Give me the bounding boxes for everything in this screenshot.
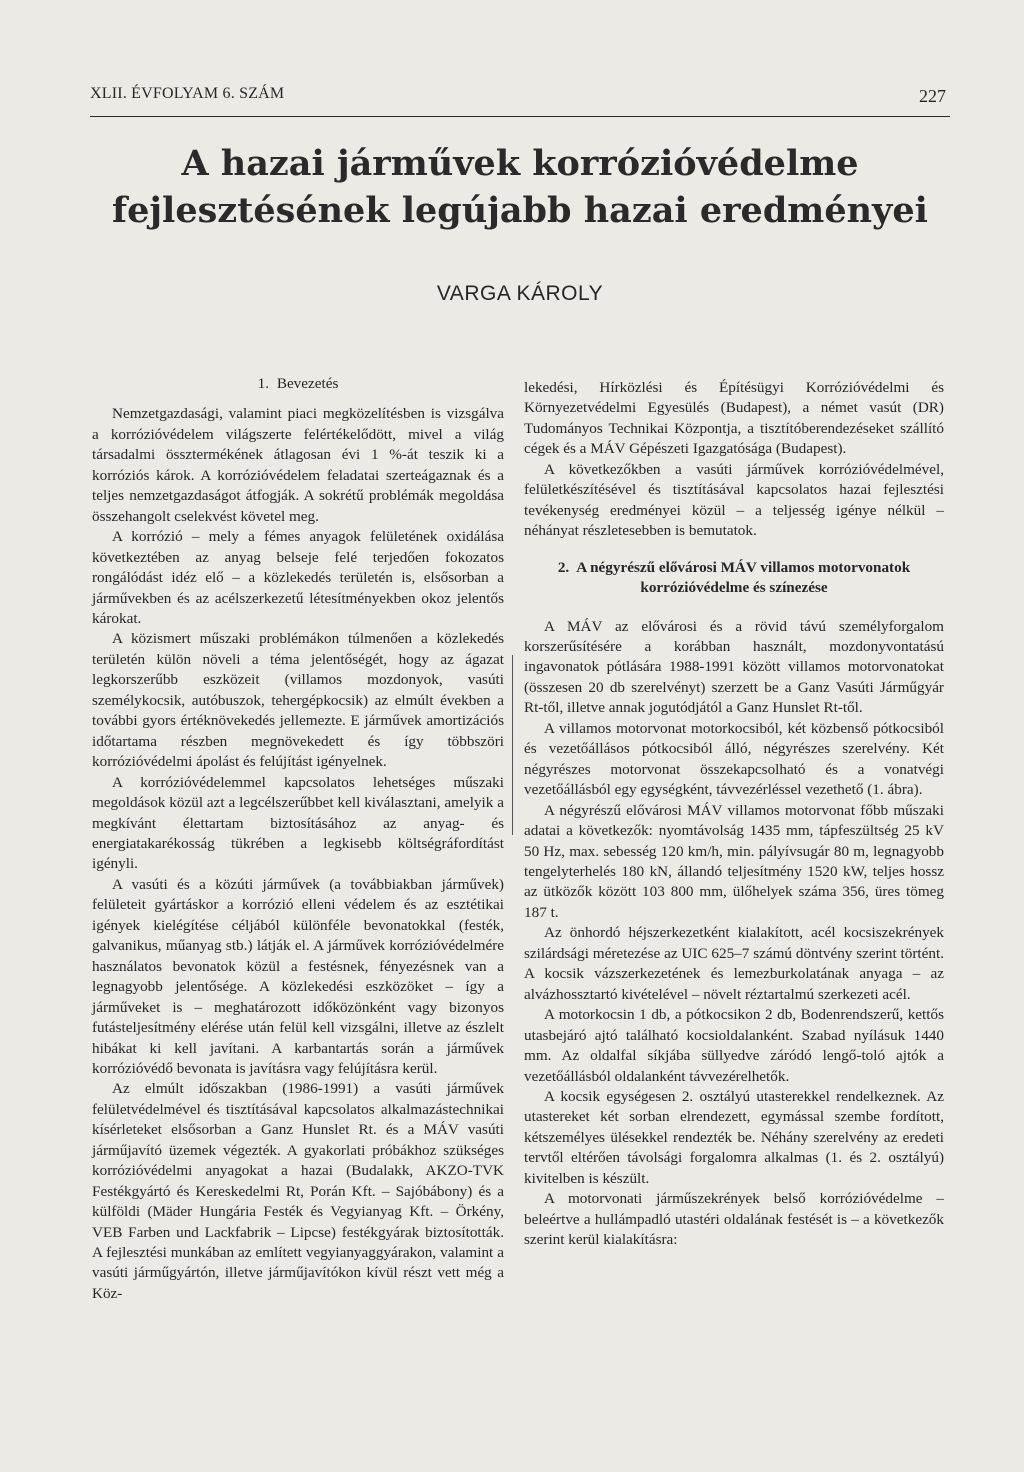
paragraph: A korrózió – mely a fémes anyagok felületének oxidálása következtében az anyag belseje felé terjedően fokozatos rongálódást idéz elő – a közlekedés területén is, elsősorban a járművekben és az acélszerkezetű létesítményekben okoz jelentős károkat.	[92, 528, 504, 627]
right-column	[524, 378, 944, 1251]
page-number: 227	[919, 86, 946, 106]
section-number: 1.	[257, 375, 270, 392]
paragraph: Nemzetgazdasági, valamint piaci megközelítésben is vizsgálva a korrózióvédelem világszerte felértékelődött, mivel a világ társadalmi össztermékének átlagosan évi 1 %-át teszik ki a korróziós károk. A korrózióvédelem feladatai szerteágaznak és a teljes nemzetgazdaságot átfogják. A sokrétű problémák megoldása összehangolt cselekvést követel meg.	[92, 405, 504, 525]
paragraph: A motorvonati járműszekrények belső korrózióvédelme – beleértve a hullámpadló utastéri oldalának festését is – a következők szerint kerül kialakításra:	[524, 1190, 944, 1249]
paragraph: A MÁV az elővárosi és a rövid távú személyforgalom korszerűsítésére a korábban használt, mozdonyvontatású ingavonatok pótlására 1988-1991 között villamos motorvonatokat (összesen 20 db szerelvényt) szerzett be a Ganz Vasúti Járműgyár Rt-től, illetve annak jogutódjától a Ganz Hunslet Rt-től.	[524, 617, 944, 717]
section-heading-2	[524, 558, 944, 599]
section-number: 2.	[557, 558, 570, 576]
paragraph: A négyrészű elővárosi MÁV villamos motorvonat főbb műszaki adatai a következők: nyomtávolság 1435 mm, tápfeszültség 25 kV 50 Hz, max. sebesség 120 km/h, min. pályívsugár 80 m, legnagyobb tengelyterhelés 180 kN, állandó teljesítmény 1520 kW, teljes hossz az ütközők között 103 800 mm, ülőhelyek száma 356, üres tömeg 187 t.	[524, 801, 944, 921]
journal-issue: XLII. ÉVFOLYAM 6. SZÁM	[90, 85, 285, 102]
article-title	[90, 140, 950, 234]
section-title: A négyrészű elővárosi MÁV villamos motorvonatok korrózióvédelme és színezése	[576, 558, 911, 597]
paragraph: A kocsik egységesen 2. osztályú utasterekkel rendelkeznek. Az utastereket két sorban elrendezett, egymással szembe fordított, kétszemélyes ülésekkel rendezték be. Néhány szerelvény az eredeti tervtől eltérően távolsági forgalomra alkalmas (1. és 2. osztályú) kivitelben is készült.	[524, 1087, 944, 1187]
paragraph: lekedési, Hírközlési és Építésügyi Korrózióvédelmi és Környezetvédelmi Egyesülés (Budapest), a német vasút (DR) Tudományos Technikai Központja, a tisztítóberendezéseket szállító cégek és a MÁV Gépészeti Igazgatósága (Budapest).	[524, 379, 944, 458]
running-header	[90, 80, 950, 117]
paragraph: A következőkben a vasúti járművek korrózióvédelmével, felületkészítésével és tisztításával kapcsolatos hazai fejlesztési tevékenység eredményei közül – a teljesség igénye nélkül – néhányat részletesebben is bemutatok.	[524, 460, 944, 540]
section-heading-1	[92, 374, 504, 394]
title-line-1: A hazai járművek korrózióvédelme	[181, 143, 859, 184]
paragraph: A villamos motorvonat motorkocsiból, két közbenső pótkocsiból és vezetőállásos pótkocsiból álló, négyrészes szerelvény. Két négyrészes motorvonat összekapcsolható és a vonatvégi vezetőállásból egy egységként, távvezérléssel vezethető (1. ábra).	[524, 719, 944, 799]
paragraph: A motorkocsin 1 db, a pótkocsikon 2 db, Bodenrendszerű, kettős utasbejáró ajtó található kocsioldalanként. Szabad nyílásuk 1440 mm. Az oldalfal síkjába süllyedve záródó lengő-toló ajtók a vezetőállásból oldalanként távvezérelhetők.	[524, 1006, 944, 1085]
paragraph: A korrózióvédelemmel kapcsolatos lehetséges műszaki megoldások közül azt a legcélszerűbbet kell kiválasztani, amelyik a megkívánt élettartam biztosításához az anyag- és energiatakarékosság tükrében a legkisebb költségráfordítást igényli.	[92, 773, 504, 873]
section-title: Bevezetés	[276, 375, 339, 392]
title-line-2: fejlesztésének legújabb hazai eredményei	[112, 190, 928, 231]
paragraph: A vasúti és a közúti járművek (a továbbiakban járművek) felületeit gyártáskor a korrózió elleni védelem és az esztétikai igények kielégítése céljából különféle bevonatokkal (festék, galvanikus, műanyag stb.) látják el. A járművek korrózióvédelmére használatos bevonatok közül a festésnek, fényezésnek van a legnagyobb jelentősége. A közlekedési eszközöket – így a járműveket is – meghatározott időközönként vagy bizonyos futásteljesítmény elérése után felül kell vizsgálni, illetve az észlelt hibákat ki kell javítani. A karbantartás során a járművek korrózióvédő bevonata is javításra vagy felújításra kerül.	[92, 875, 504, 1077]
column-divider	[512, 655, 513, 835]
left-column	[92, 374, 504, 1304]
paragraph: Az önhordó héjszerkezetként kialakított, acél kocsiszekrények szilárdsági méretezése az UIC 625–7 számú döntvény szerint történt. A kocsik vázszerkezetének és lemezburkolatának anyaga – az alvázhossztartó kivételével – növelt réztartalmú szerkezeti acél.	[524, 924, 944, 1003]
paragraph: A közismert műszaki problémákon túlmenően a közlekedés területén külön növeli a téma jelentőségét, hogy az ágazat legkorszerűbb eszközeit (villamos mozdonyok, vasúti személykocsik, autóbuszok, tehergépkocsik) az elmúlt években a további gyors értéknövekedés jellemezte. E járművek amortizációs időtartama részben megnövekedett és így többszöri korrózióvédelmi ápolást és felújítást igényelnek.	[92, 630, 504, 771]
article-author: VARGA KÁROLY	[436, 282, 604, 305]
paragraph: Az elmúlt időszakban (1986-1991) a vasúti járművek felületvédelmével és tisztításával kapcsolatos alkalmazástechnikai kísérleteket elsősorban a Ganz Hunslet Rt. és a MÁV vasúti járműjavító üzemek végezték. A gyakorlati próbákhoz szükséges korrózióvédelmi anyagokat a hazai (Budalakk, AKZO-TVK Festékgyártó és Kereskedelmi Rt, Porán Kft. – Sajóbábony) és a külföldi (Mäder Hungária Festék és Vegyianyag Kft. – Örkény, VEB Farben und Lackfabrik – Lipcse) festékgyárak biztosították. A fejlesztési munkában az említett vegyianyaggyárakon, valamint a vasúti járműgyártón, illetve járműjavítókon kívül részt vett még a Köz-	[92, 1080, 504, 1302]
